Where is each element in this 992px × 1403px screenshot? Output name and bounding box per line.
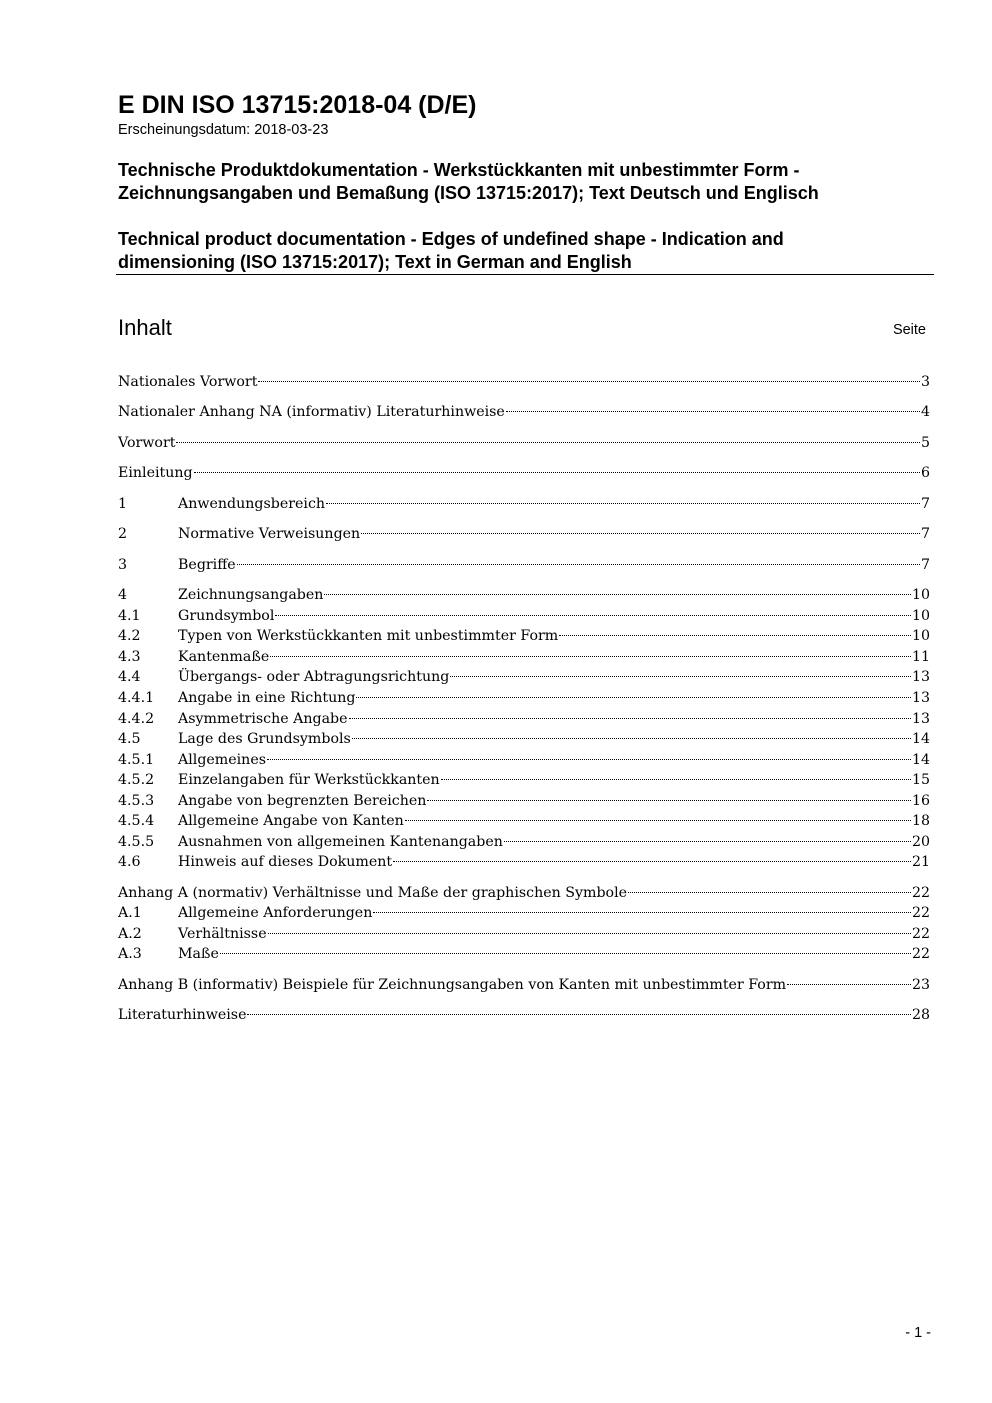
toc-entry-number: A.1	[118, 905, 142, 921]
toc-entry-page: 21	[911, 854, 930, 870]
toc-entry-label: Nationaler Anhang NA (informativ) Literaturhinweise	[118, 404, 505, 420]
toc-entry[interactable]	[118, 433, 930, 453]
toc-entry-page: 7	[920, 496, 930, 512]
toc-dot-leader	[361, 533, 920, 534]
toc-dot-leader	[267, 759, 911, 760]
toc-dot-leader	[270, 656, 911, 657]
toc-entry-label: Allgemeines	[178, 752, 266, 768]
title-english-line-1: Technical product documentation - Edges of undefined shape - Indication and	[118, 229, 784, 249]
toc-entry-number: 4.2	[118, 628, 141, 644]
title-german	[118, 159, 928, 205]
toc-entry-label: Nationales Vorwort	[118, 374, 258, 390]
toc-dot-leader	[176, 442, 920, 443]
toc-entry-number: 4	[118, 587, 128, 603]
toc-entry-label: Maße	[178, 946, 219, 962]
toc-entry[interactable]	[118, 975, 930, 995]
toc-dot-leader	[506, 411, 920, 412]
toc-entry[interactable]	[118, 585, 930, 605]
toc-dot-leader	[504, 841, 911, 842]
toc-dot-leader	[326, 503, 920, 504]
publication-date: Erscheinungsdatum: 2018-03-23	[118, 122, 329, 138]
toc-entry-label: Angabe in eine Richtung	[178, 690, 356, 706]
toc-dot-leader	[324, 594, 911, 595]
toc-entry-page: 7	[920, 557, 930, 573]
toc-entry-number: 4.5	[118, 731, 141, 747]
toc-entry-number: 4.3	[118, 649, 141, 665]
toc-entry-number: 4.4.2	[118, 711, 155, 727]
toc-entry-label: Anwendungsbereich	[178, 496, 326, 512]
toc-entry-label: Allgemeine Angabe von Kanten	[178, 813, 404, 829]
toc-entry-page: 14	[911, 731, 930, 747]
title-german-line-1: Technische Produktdokumentation - Werkstückkanten mit unbestimmter Form -	[118, 160, 800, 180]
toc-entry-page: 13	[911, 669, 930, 685]
toc-entry[interactable]	[118, 750, 930, 770]
toc-entry-label: Typen von Werkstückkanten mit unbestimmter Form	[178, 628, 559, 644]
toc-entry-label: Hinweis auf dieses Dokument	[178, 854, 393, 870]
toc-dot-leader	[441, 779, 911, 780]
toc-entry-label: Normative Verweisungen	[178, 526, 361, 542]
title-english-line-2: dimensioning (ISO 13715:2017); Text in German and English	[118, 252, 632, 272]
toc-entry[interactable]	[118, 832, 930, 852]
toc-entry-page: 7	[920, 526, 930, 542]
toc-entry-page: 10	[911, 587, 930, 603]
toc-entry-page: 10	[911, 628, 930, 644]
toc-entry-page: 14	[911, 752, 930, 768]
toc-dot-leader	[275, 615, 911, 616]
toc-dot-leader	[268, 933, 911, 934]
toc-entry-number: 4.5.5	[118, 834, 155, 850]
toc-entry-page: 23	[911, 977, 930, 993]
toc-entry[interactable]	[118, 688, 930, 708]
title-german-line-2: Zeichnungsangaben und Bemaßung (ISO 13715:2017); Text Deutsch und Englisch	[118, 183, 819, 203]
toc-entry-label: Begriffe	[178, 557, 236, 573]
toc-dot-leader	[237, 564, 920, 565]
toc-dot-leader	[220, 953, 911, 954]
toc-entry-page: 13	[911, 711, 930, 727]
toc-dot-leader	[450, 676, 911, 677]
toc-entry-page: 11	[911, 649, 930, 665]
toc-dot-leader	[787, 984, 911, 985]
toc-entry-number: 4.1	[118, 608, 141, 624]
toc-entry[interactable]	[118, 811, 930, 831]
toc-entry-label: Ausnahmen von allgemeinen Kantenangaben	[178, 834, 503, 850]
toc-entry-label: Übergangs- oder Abtragungsrichtung	[178, 669, 450, 685]
toc-entry[interactable]	[118, 463, 930, 483]
header-divider	[116, 274, 934, 275]
toc-entry-page: 20	[911, 834, 930, 850]
toc-dot-leader	[258, 381, 920, 382]
toc-entry[interactable]	[118, 709, 930, 729]
toc-entry-page: 15	[911, 772, 930, 788]
toc-dot-leader	[247, 1014, 910, 1015]
toc-entry-label: Angabe von begrenzten Bereichen	[178, 793, 427, 809]
toc-entry[interactable]	[118, 647, 930, 667]
toc-dot-leader	[628, 892, 911, 893]
toc-entry[interactable]	[118, 852, 930, 872]
toc-entry-label: Allgemeine Anforderungen	[178, 905, 373, 921]
toc-dot-leader	[352, 738, 911, 739]
toc-entry-label: Kantenmaße	[178, 649, 270, 665]
toc-entry-page: 3	[920, 374, 930, 390]
toc-entry-page: 22	[911, 905, 930, 921]
toc-entry-number: 3	[118, 557, 128, 573]
toc-entry-number: A.3	[118, 946, 142, 962]
toc-entry-number: 4.5.1	[118, 752, 155, 768]
toc-entry-number: 4.4	[118, 669, 141, 685]
toc-entry-number: 4.4.1	[118, 690, 155, 706]
toc-entry-label: Zeichnungsangaben	[178, 587, 324, 603]
toc-heading: Inhalt	[118, 315, 172, 340]
toc-entry-label: Literaturhinweise	[118, 1007, 247, 1023]
page-number: - 1 -	[905, 1325, 931, 1341]
toc-entry[interactable]	[118, 555, 930, 575]
toc-page-column-heading: Seite	[892, 322, 926, 338]
toc-dot-leader	[349, 718, 911, 719]
toc-entry-label: Einleitung	[118, 465, 193, 481]
toc-entry[interactable]	[118, 606, 930, 626]
toc-entry-page: 18	[911, 813, 930, 829]
toc-entry-label: Grundsymbol	[178, 608, 275, 624]
toc-entry[interactable]	[118, 667, 930, 687]
toc-entry-page: 10	[911, 608, 930, 624]
toc-dot-leader	[373, 912, 911, 913]
toc-entry-label: Verhältnisse	[178, 926, 267, 942]
toc-entry[interactable]	[118, 883, 930, 903]
toc-dot-leader	[405, 820, 911, 821]
document-id: E DIN ISO 13715:2018-04 (D/E)	[118, 91, 477, 119]
toc-entry[interactable]	[118, 494, 930, 514]
toc-entry-label: Einzelangaben für Werkstückkanten	[178, 772, 440, 788]
toc-entry[interactable]	[118, 791, 930, 811]
toc-entry[interactable]	[118, 1005, 930, 1025]
toc-entry-label: Anhang B (informativ) Beispiele für Zeichnungsangaben von Kanten mit unbestimmter Form	[118, 977, 787, 993]
toc-entry[interactable]	[118, 944, 930, 964]
toc-entry-number: 4.6	[118, 854, 141, 870]
title-english	[118, 228, 928, 274]
toc-entry-page: 22	[911, 946, 930, 962]
toc-dot-leader	[393, 861, 911, 862]
toc-entry-page: 16	[911, 793, 930, 809]
toc-entry-page: 6	[920, 465, 930, 481]
toc-entry[interactable]	[118, 729, 930, 749]
toc-entry-label: Vorwort	[118, 435, 176, 451]
toc-entry-label: Lage des Grundsymbols	[178, 731, 351, 747]
toc-entry-page: 5	[920, 435, 930, 451]
toc-dot-leader	[194, 472, 920, 473]
toc-entry-number: 4.5.3	[118, 793, 155, 809]
toc-entry[interactable]	[118, 372, 930, 392]
toc-entry[interactable]	[118, 626, 930, 646]
toc-entry[interactable]	[118, 770, 930, 790]
toc-entry[interactable]	[118, 524, 930, 544]
toc-dot-leader	[427, 800, 911, 801]
toc-entry-page: 22	[911, 885, 930, 901]
toc-entry-label: Asymmetrische Angabe	[178, 711, 348, 727]
toc-dot-leader	[559, 635, 911, 636]
toc-entry-number: 4.5.2	[118, 772, 155, 788]
toc-entry-number: 4.5.4	[118, 813, 155, 829]
toc-entry-page: 13	[911, 690, 930, 706]
toc-entry[interactable]	[118, 924, 930, 944]
toc-entry-number: A.2	[118, 926, 142, 942]
toc-entry-number: 1	[118, 496, 128, 512]
toc-entry-page: 22	[911, 926, 930, 942]
toc-dot-leader	[356, 697, 911, 698]
toc-entry[interactable]	[118, 402, 930, 422]
toc-entry-page: 4	[920, 404, 930, 420]
toc-entry-page: 28	[911, 1007, 930, 1023]
toc-entry[interactable]	[118, 903, 930, 923]
toc-entry-label: Anhang A (normativ) Verhältnisse und Maße der graphischen Symbole	[118, 885, 628, 901]
toc-entry-number: 2	[118, 526, 128, 542]
